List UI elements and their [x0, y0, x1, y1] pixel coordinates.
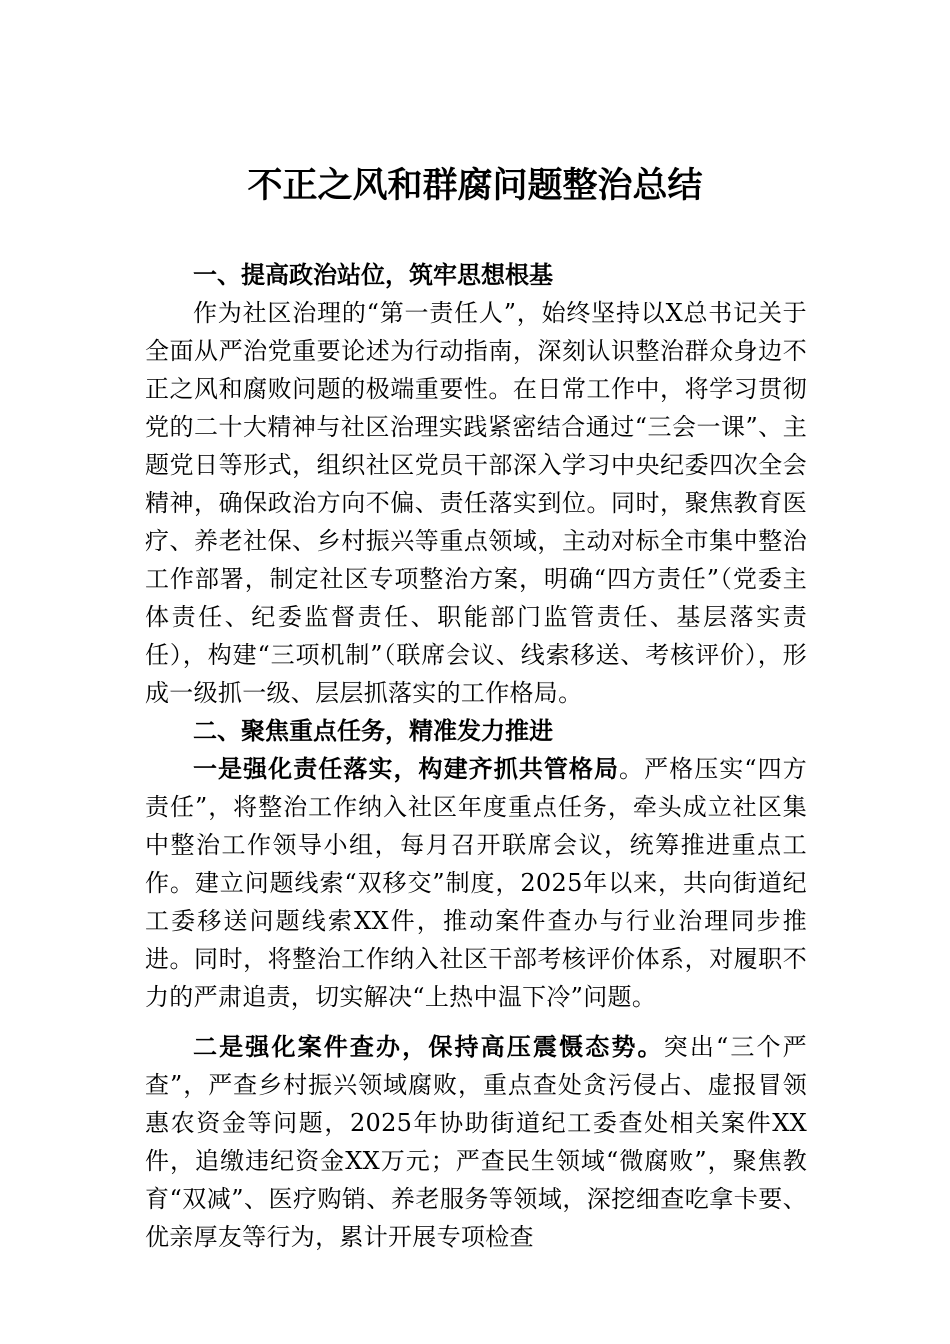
section-heading-1: 一、提高政治站位，筑牢思想根基 [193, 261, 553, 289]
document-body [145, 256, 807, 1256]
paragraph-lead: 二是强化案件查办，保持高压震慑态势。 [193, 1033, 664, 1061]
paragraph-lead: 一是强化责任落实，构建齐抓共管格局 [193, 755, 620, 783]
section-2-paragraph-1 [145, 750, 807, 1016]
paragraph-text: 突出“三个严查”，严查乡村振兴领域腐败，重点查处贪污侵占、虚报冒领惠农资金等问题，2025年协助街道纪工委查处相关案件XX件，追缴违纪资金XX万元；严查民生领域“微腐败”，聚焦教育“双减”、医疗购销、养老服务等领域，深挖细查吃拿卡要、优亲厚友等行为，累计开展专项检查 [145, 1033, 807, 1251]
section-heading-2: 二、聚焦重点任务，精准发力推进 [193, 717, 553, 745]
section-1-paragraph-1 [145, 294, 807, 712]
paragraph-text: 作为社区治理的“第一责任人”，始终坚持以X总书记关于全面从严治党重要论述为行动指南，深刻认识整治群众身边不正之风和腐败问题的极端重要性。在日常工作中，将学习贯彻党的二十大精神与社区治理实践紧密结合通过“三会一课”、主题党日等形式，组织社区党员干部深入学习中央纪委四次全会精神，确保政治方向不偏、责任落实到位。同时，聚焦教育医疗、养老社保、乡村振兴等重点领域，主动对标全市集中整治工作部署，制定社区专项整治方案，明确“四方责任”（党委主体责任、纪委监督责任、职能部门监管责任、基层落实责任），构建“三项机制”（联席会议、线索移送、考核评价），形成一级抓一级、层层抓落实的工作格局。 [145, 299, 807, 707]
document-title: 不正之风和群腐问题整治总结 [247, 165, 703, 206]
paragraph-gap [145, 1016, 807, 1028]
section-2-paragraph-2 [145, 1028, 807, 1256]
paragraph-text: 。严格压实“四方责任”，将整治工作纳入社区年度重点任务，牵头成立社区集中整治工作领导小组，每月召开联席会议，统筹推进重点工作。建立问题线索“双移交”制度，2025年以来，共向街道纪工委移送问题线索XX件，推动案件查办与行业治理同步推进。同时，将整治工作纳入社区干部考核评价体系，对履职不力的严肃追责，切实解决“上热中温下冷”问题。 [145, 755, 807, 1011]
